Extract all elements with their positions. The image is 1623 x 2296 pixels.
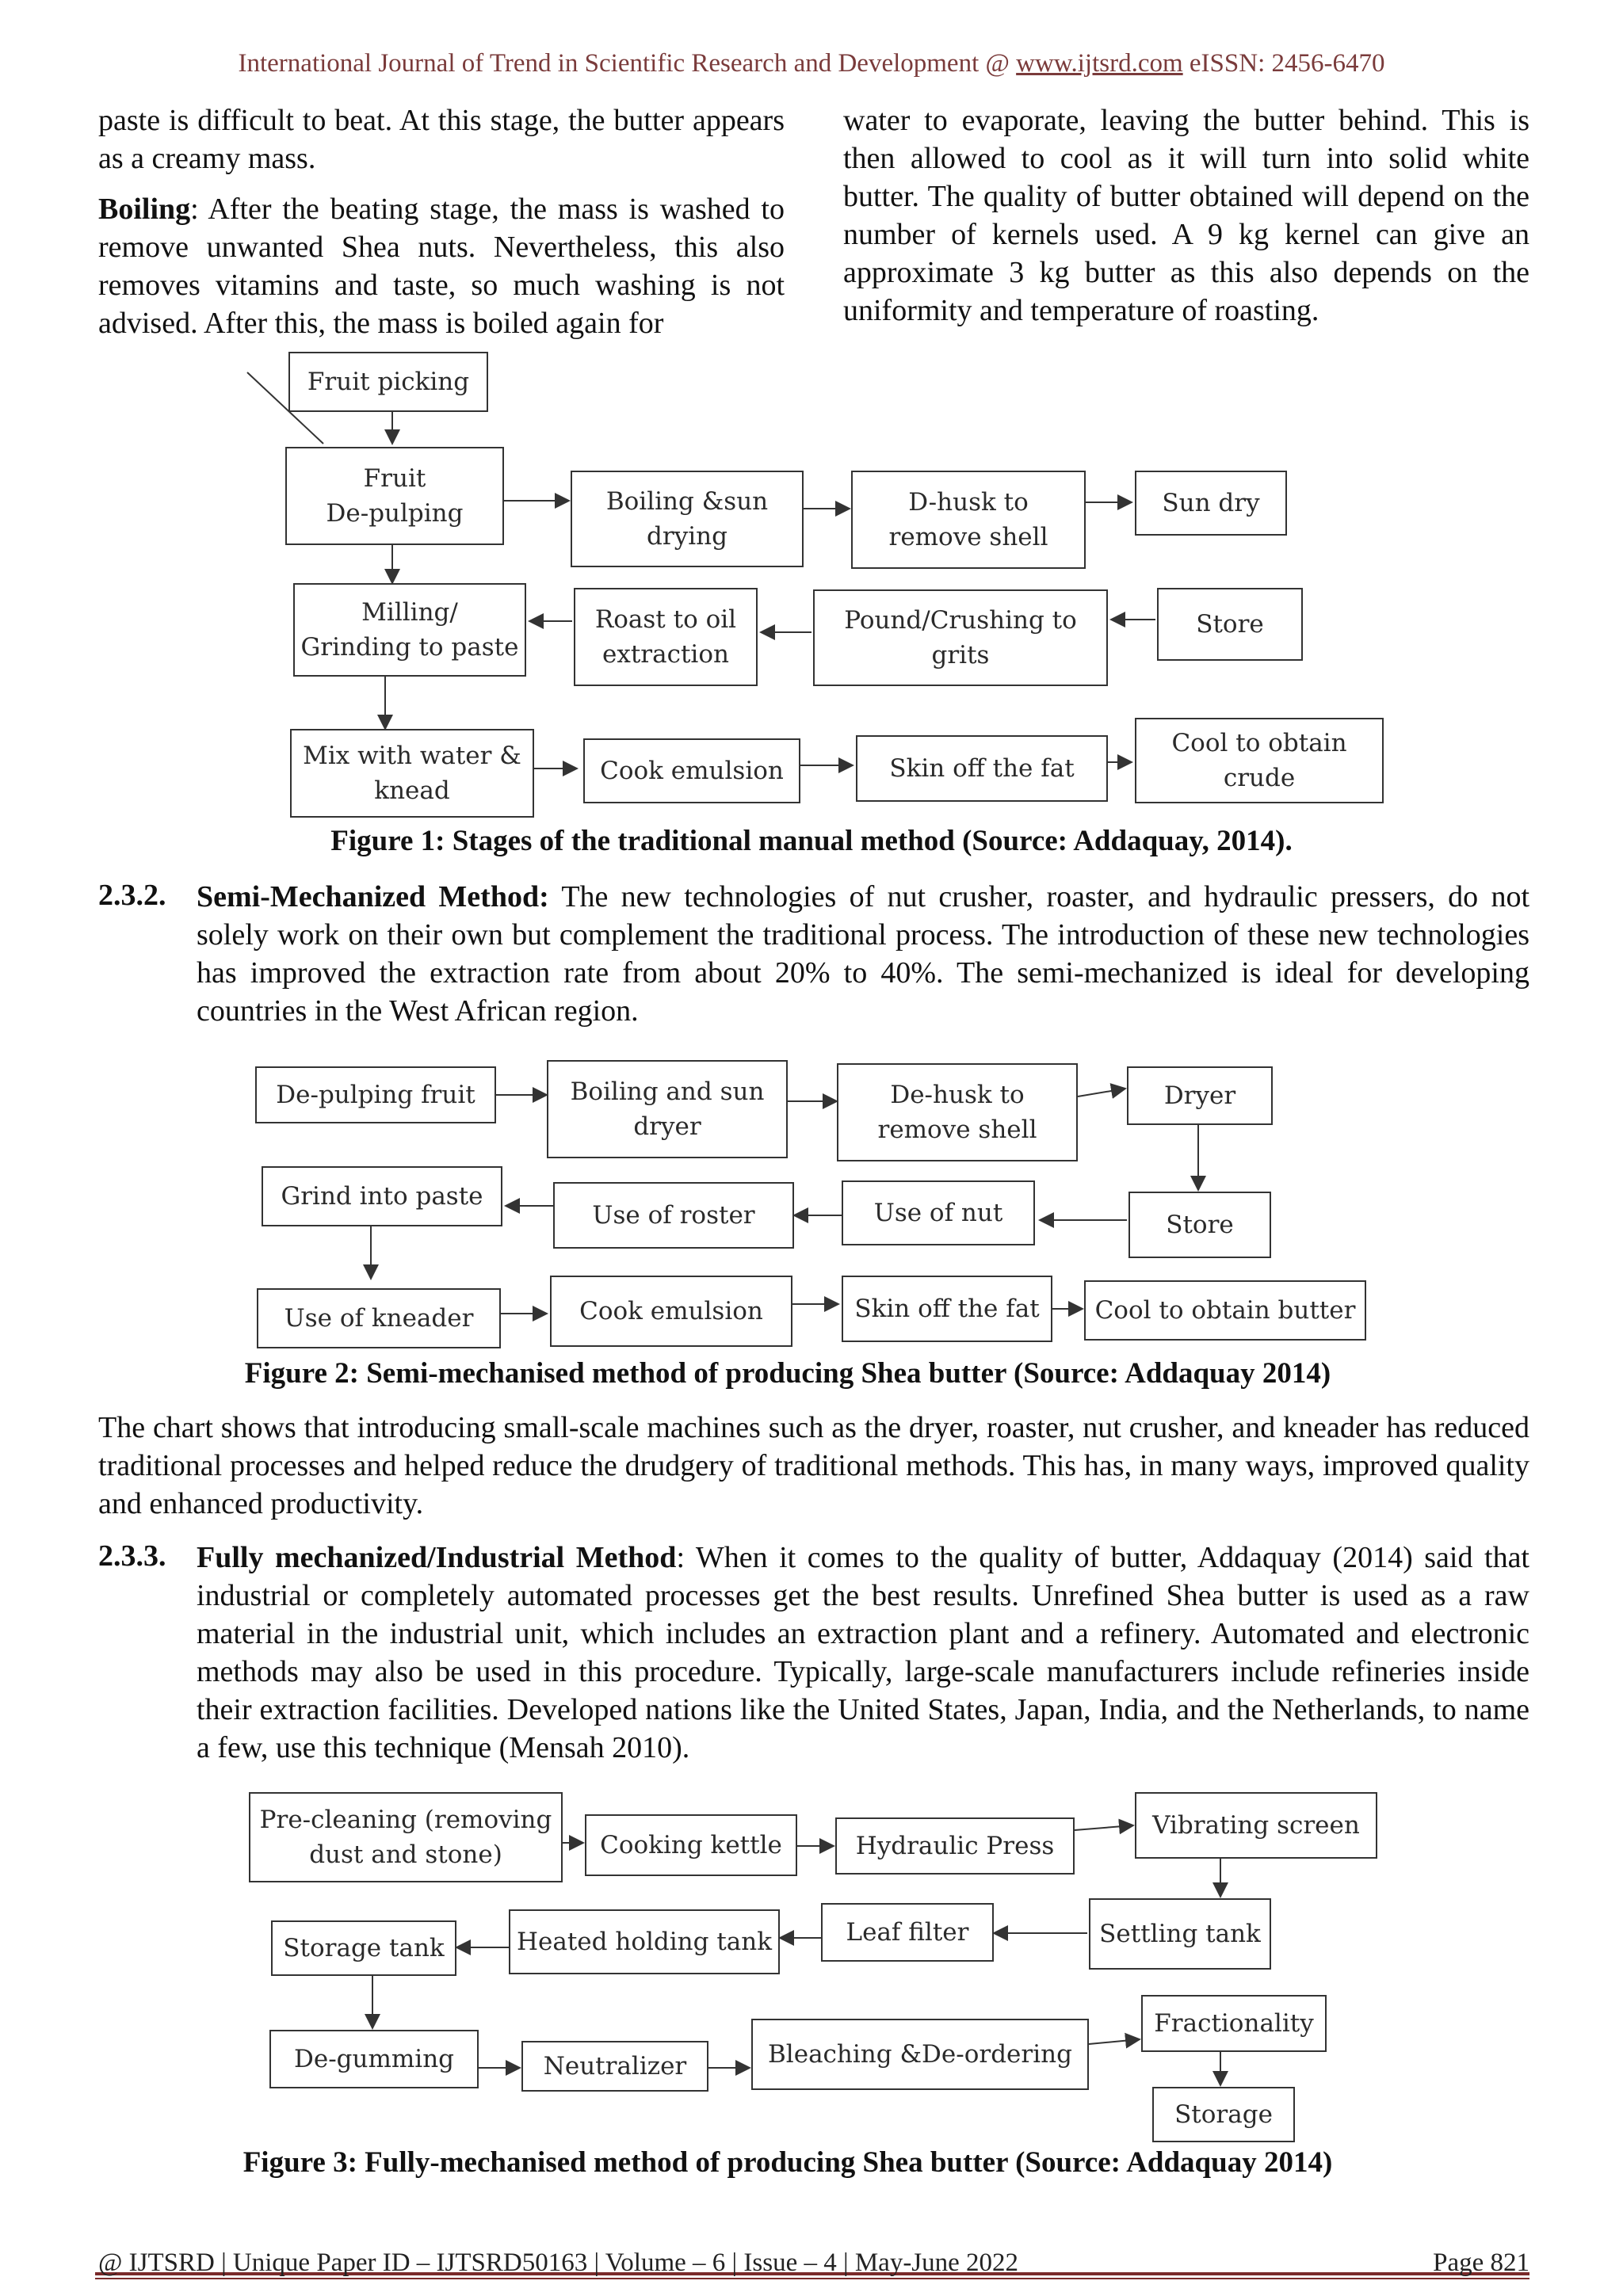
box-cool-obtain-butter: Cool to obtain butter xyxy=(1084,1280,1366,1341)
box-store: Store xyxy=(1157,588,1303,661)
section-2-3-3-number: 2.3.3. xyxy=(98,1539,166,1573)
journal-name: International Journal of Trend in Scientific Research and Development @ xyxy=(238,49,1010,78)
footer-rule-thin xyxy=(95,2278,1529,2279)
box-bleaching: Bleaching &De-ordering xyxy=(751,2019,1089,2090)
box-sun-dry: Sun dry xyxy=(1135,471,1287,536)
box-mix-knead: Mix with water & knead xyxy=(290,729,534,818)
box-skin-fat: Skin off the fat xyxy=(856,735,1108,802)
boiling-body: : After the beating stage, the mass is washed to remove unwanted Shea nuts. Nevertheless, this also removes vitamins and taste, so much washing is not advised. After this, the mass is boiled again for xyxy=(98,193,785,340)
box-storage-tank: Storage tank xyxy=(271,1920,456,1976)
section-2-3-3-text: : When it comes to the quality of butter, Addaquay (2014) said that industrial or completely automated processes get the best results. Unrefined Shea butter is used as a raw material in the industrial unit, which includes an extraction plant and a refinery. Automated and electronic methods may also be used in this procedure. Typically, large-scale manufacturers include refineries inside their extraction facilities. Developed nations like the United States, Japan, India, and the Netherlands, to name a few, use this technique (Mensah 2010). xyxy=(197,1541,1529,1764)
section-2-3-2-number: 2.3.2. xyxy=(98,879,166,912)
figure-1-caption: Figure 1: Stages of the traditional manual method (Source: Addaquay, 2014). xyxy=(330,825,1293,857)
box-dhusk: D-husk to remove shell xyxy=(851,471,1086,569)
section-2-3-2-text: The new technologies of nut crusher, roaster, and hydraulic pressers, do not solely work on their own but complement the traditional process. The introduction of these new technologies has improved the extraction rate from about 20% to 40%. The semi-mechanized is ideal for developing countries in the West African region. xyxy=(197,880,1529,1028)
page-number: Page 821 xyxy=(1433,2248,1529,2277)
section-2-3-3-title: Fully mechanized/Industrial Method xyxy=(197,1541,677,1574)
box-store: Store xyxy=(1128,1192,1271,1258)
box-grind-paste: Grind into paste xyxy=(262,1166,502,1226)
box-leaf-filter: Leaf filter xyxy=(821,1903,994,1962)
footer-citation: @ IJTSRD | Unique Paper ID – IJTSRD50163 | Volume – 6 | Issue – 4 | May-June 2022 xyxy=(98,2248,1019,2277)
box-use-of-kneader: Use of kneader xyxy=(257,1288,501,1348)
box-settling-tank: Settling tank xyxy=(1089,1898,1271,1970)
box-milling: Milling/ Grinding to paste xyxy=(293,583,526,677)
box-cook-emulsion: Cook emulsion xyxy=(550,1276,792,1347)
box-cool-crude: Cool to obtain crude xyxy=(1135,718,1384,803)
box-precleaning: Pre-cleaning (removing dust and stone) xyxy=(249,1792,563,1882)
journal-url-link[interactable]: www.ijtsrd.com xyxy=(1016,49,1183,78)
figure-2-caption: Figure 2: Semi-mechanised method of producing Shea butter (Source: Addaquay 2014) xyxy=(244,1357,1331,1390)
box-vibrating-screen: Vibrating screen xyxy=(1135,1792,1377,1859)
box-roast: Roast to oil extraction xyxy=(574,588,758,686)
box-skin-fat: Skin off the fat xyxy=(842,1276,1052,1342)
box-boiling-sun-dryer: Boiling and sun dryer xyxy=(547,1060,788,1158)
box-use-of-roster: Use of roster xyxy=(553,1182,794,1249)
box-use-of-nut: Use of nut xyxy=(842,1180,1035,1245)
right-paragraph-1: water to evaporate, leaving the butter behind. This is then allowed to cool as it will turn into solid white butter. The quality of butter obtained will depend on the number of kernels used. A 9 kg kernel can give an approximate 3 kg butter as this also depends on the uniformity and temperature of roasting. xyxy=(843,104,1529,327)
box-fruit-depulping: Fruit De-pulping xyxy=(285,447,504,545)
boiling-heading: Boiling xyxy=(98,193,191,226)
box-fruit-picking: Fruit picking xyxy=(288,352,488,412)
box-fractionality: Fractionality xyxy=(1141,1995,1327,2052)
box-cook-emulsion: Cook emulsion xyxy=(583,738,800,803)
chart-paragraph: The chart shows that introducing small-scale machines such as the dryer, roaster, nut crusher, and kneader has reduced traditional processes and helped reduce the drudgery of traditional methods. This has, in many ways, improved quality and enhanced productivity. xyxy=(98,1411,1529,1520)
issn: eISSN: 2456-6470 xyxy=(1189,49,1385,78)
section-2-3-2-title: Semi-Mechanized Method: xyxy=(197,880,549,913)
box-depulping-fruit: De-pulping fruit xyxy=(255,1066,496,1123)
figure-3-caption: Figure 3: Fully-mechanised method of producing Shea butter (Source: Addaquay 2014) xyxy=(242,2146,1333,2179)
box-hydraulic-press: Hydraulic Press xyxy=(835,1817,1075,1875)
box-dehusk: De-husk to remove shell xyxy=(837,1063,1078,1161)
box-pound-crushing: Pound/Crushing to grits xyxy=(813,589,1108,686)
box-heated-holding-tank: Heated holding tank xyxy=(509,1909,780,1974)
box-boiling-sun-drying: Boiling &sun drying xyxy=(571,471,804,567)
box-neutralizer: Neutralizer xyxy=(521,2041,708,2092)
box-degumming: De-gumming xyxy=(269,2030,479,2088)
box-cooking-kettle: Cooking kettle xyxy=(585,1814,797,1876)
box-storage: Storage xyxy=(1152,2087,1295,2142)
left-paragraph-1: paste is difficult to beat. At this stage, the butter appears as a creamy mass. xyxy=(98,104,785,175)
box-dryer: Dryer xyxy=(1127,1066,1273,1125)
